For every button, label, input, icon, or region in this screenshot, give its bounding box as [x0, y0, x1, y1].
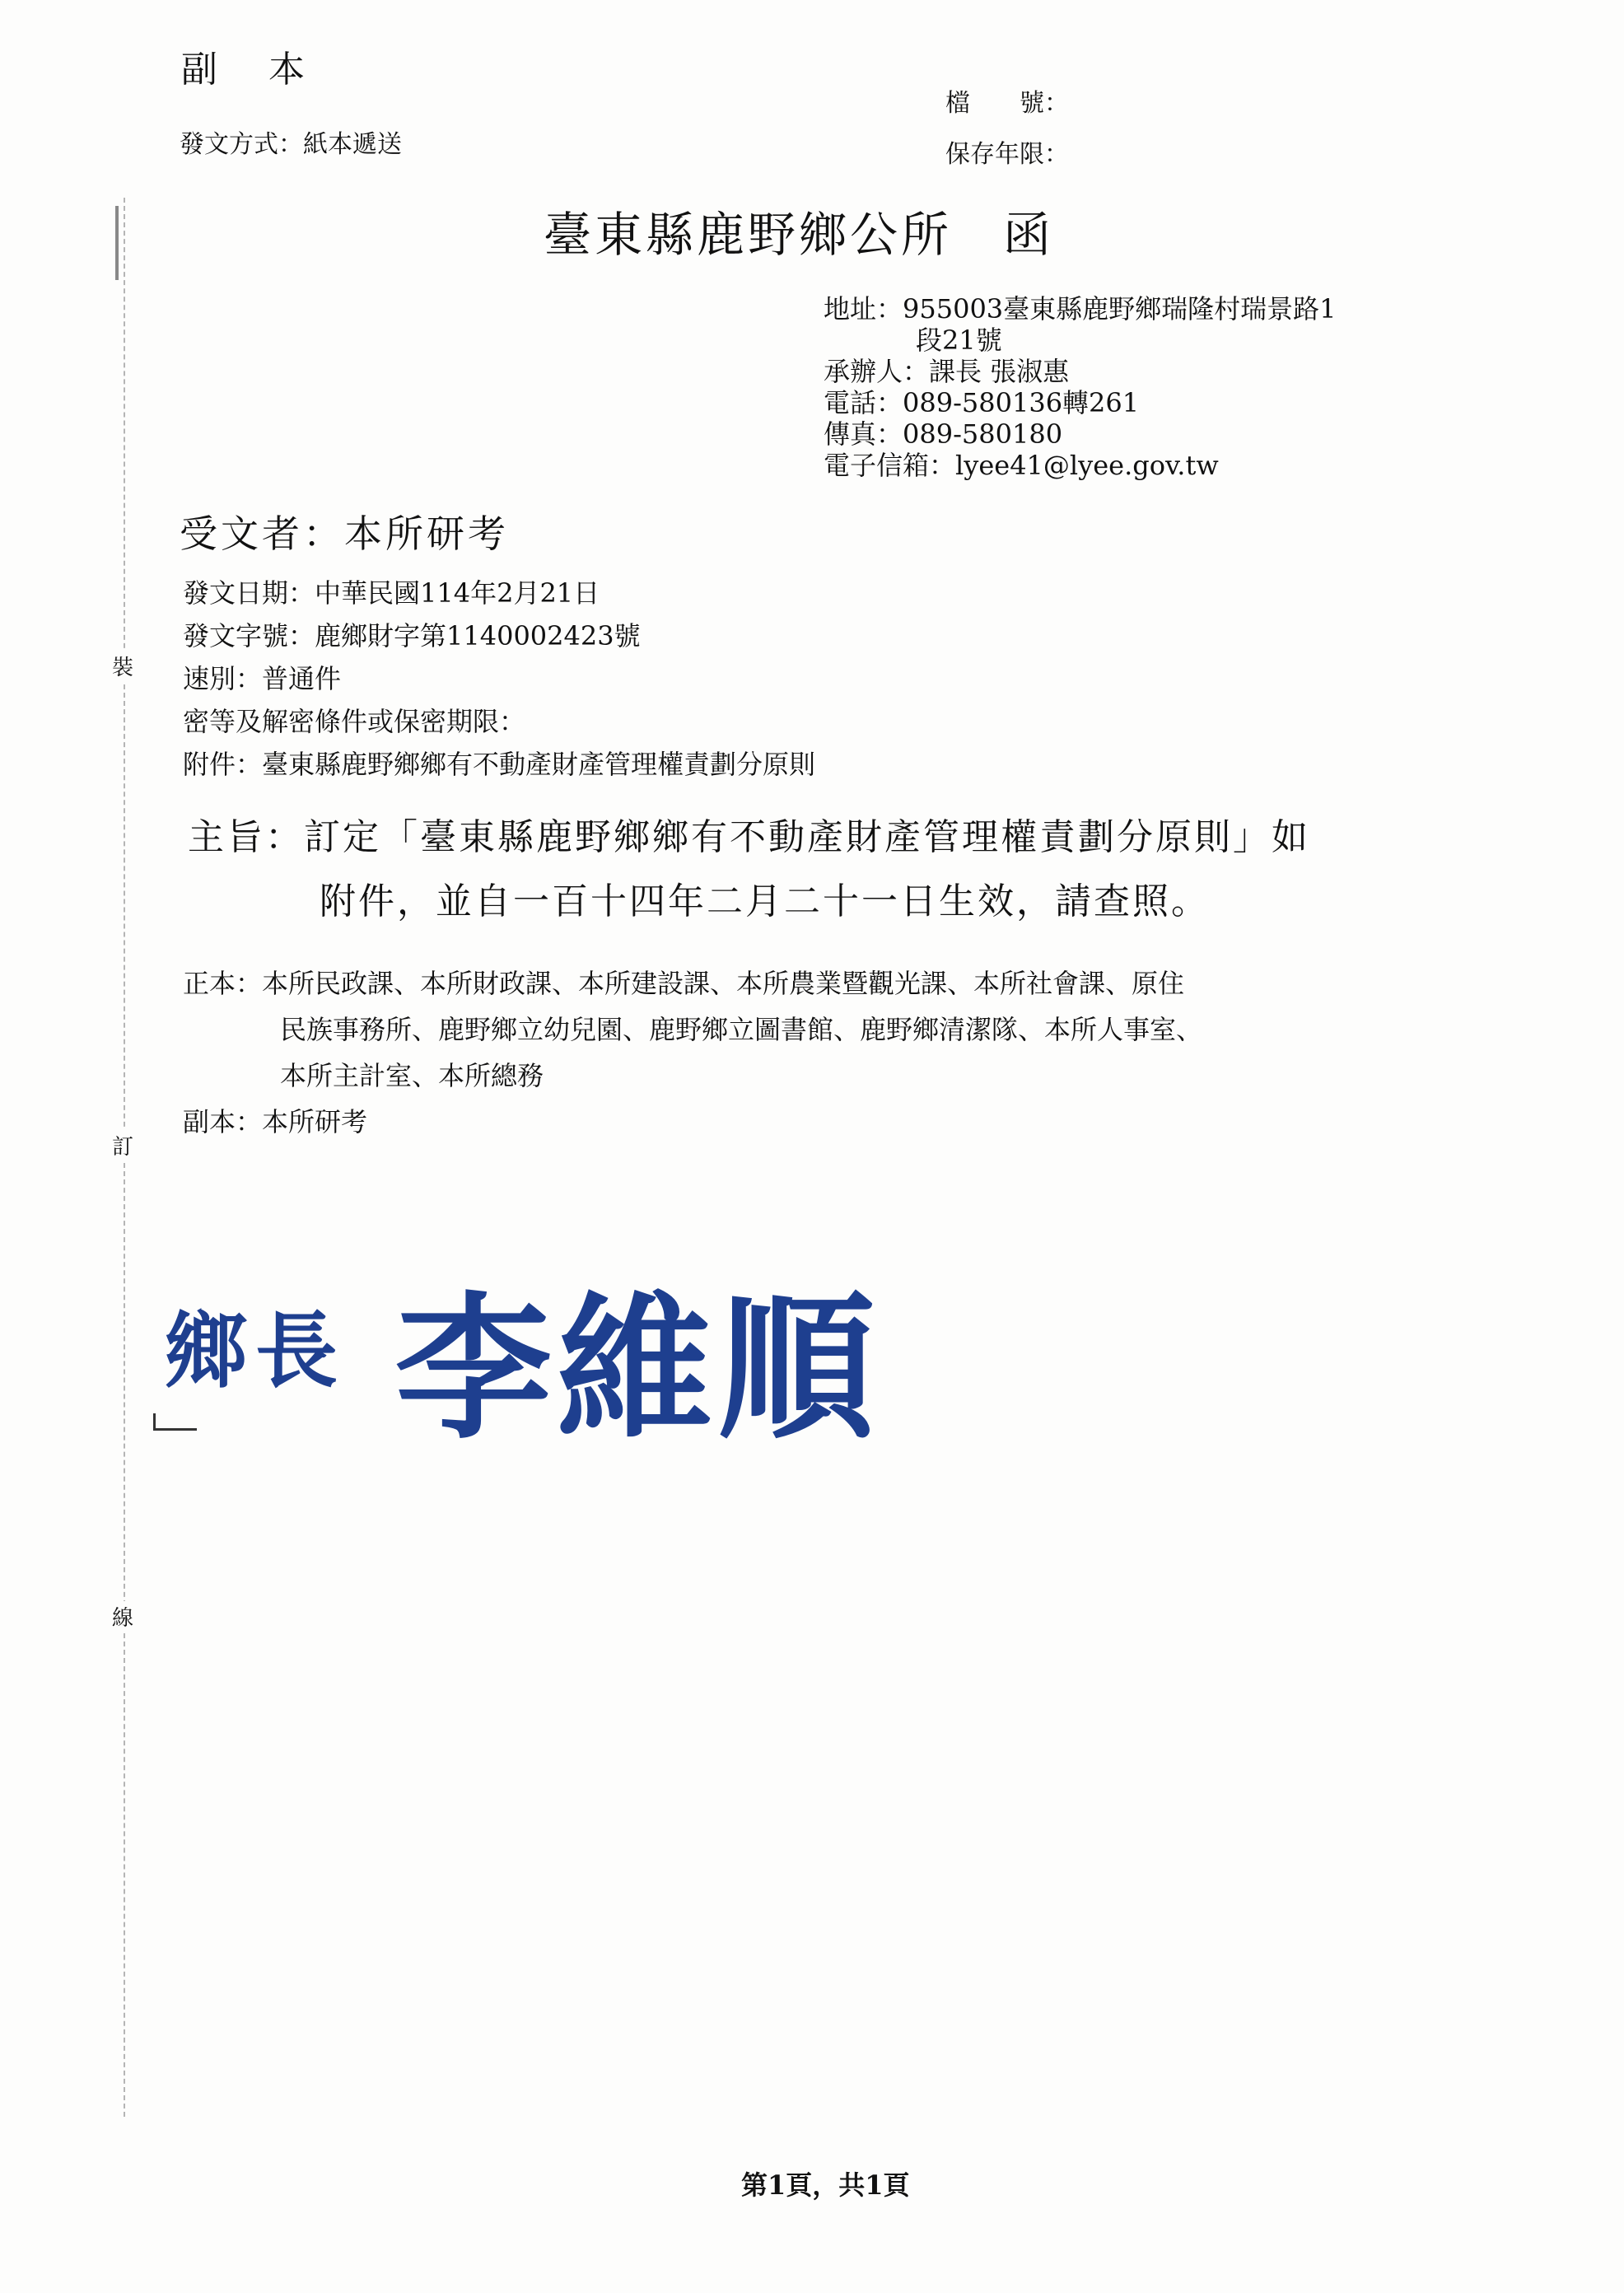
- metadata-block: [183, 572, 815, 786]
- signature-name-stamp: 李維順: [395, 1277, 880, 1460]
- distribution-block: [183, 960, 1202, 1145]
- subject-block: [188, 806, 1310, 934]
- page-footer: 第1頁，共1頁: [741, 2169, 910, 2201]
- contact-block: [824, 293, 1337, 481]
- address-line-2: 段21號: [916, 325, 1002, 356]
- recipient: 受文者：本所研考: [180, 511, 509, 556]
- secrecy-level: 密等及解密條件或保密期限：: [183, 706, 526, 737]
- binding-label-ding: 訂: [112, 1130, 133, 1161]
- signature-title-stamp: 鄉長: [165, 1302, 346, 1399]
- copy-recipients: 副本：本所研考: [183, 1106, 368, 1137]
- subject-line-1: 主旨：訂定「臺東縣鹿野鄉鄉有不動產財產管理權責劃分原則」如: [188, 816, 1310, 858]
- handler: 承辦人：課長 張淑惠: [824, 356, 1070, 387]
- issue-date: 發文日期：中華民國114年2月21日: [183, 577, 600, 609]
- send-method: 發文方式：紙本遞送: [180, 130, 402, 159]
- binding-mark: [115, 206, 119, 280]
- original-recipients-line-3: 本所主計室、本所總務: [280, 1060, 544, 1091]
- document-number: 發文字號：鹿鄉財字第1140002423號: [183, 620, 641, 651]
- copy-mark: 副 本: [181, 49, 324, 91]
- signature-corner-mark: [153, 1413, 197, 1431]
- attachment: 附件：臺東縣鹿野鄉鄉有不動產財產管理權責劃分原則: [183, 749, 816, 780]
- binding-label-xian: 線: [112, 1601, 133, 1632]
- retention-period-label: 保存年限：: [945, 140, 1069, 169]
- binding-label-zhuang: 裝: [112, 651, 133, 681]
- original-recipients-line-2: 民族事務所、鹿野鄉立幼兒園、鹿野鄉立圖書館、鹿野鄉清潔隊、本所人事室、: [280, 1014, 1203, 1045]
- file-number-label: 檔 號：: [945, 89, 1069, 118]
- fax: 傳真：089-580180: [824, 418, 1063, 450]
- document-title: 臺東縣鹿野鄉公所 函: [544, 207, 1055, 263]
- email: 電子信箱：lyee41@lyee.gov.tw: [824, 450, 1219, 481]
- subject-line-2: 附件，並自一百十四年二月二十一日生效，請查照。: [320, 880, 1210, 922]
- original-recipients-line-1: 正本：本所民政課、本所財政課、本所建設課、本所農業暨觀光課、本所社會課、原住: [183, 968, 1185, 999]
- delivery-speed: 速別：普通件: [183, 663, 342, 694]
- phone: 電話：089-580136轉261: [824, 387, 1140, 418]
- address-line-1: 地址：955003臺東縣鹿野鄉瑞隆村瑞景路1: [824, 293, 1337, 325]
